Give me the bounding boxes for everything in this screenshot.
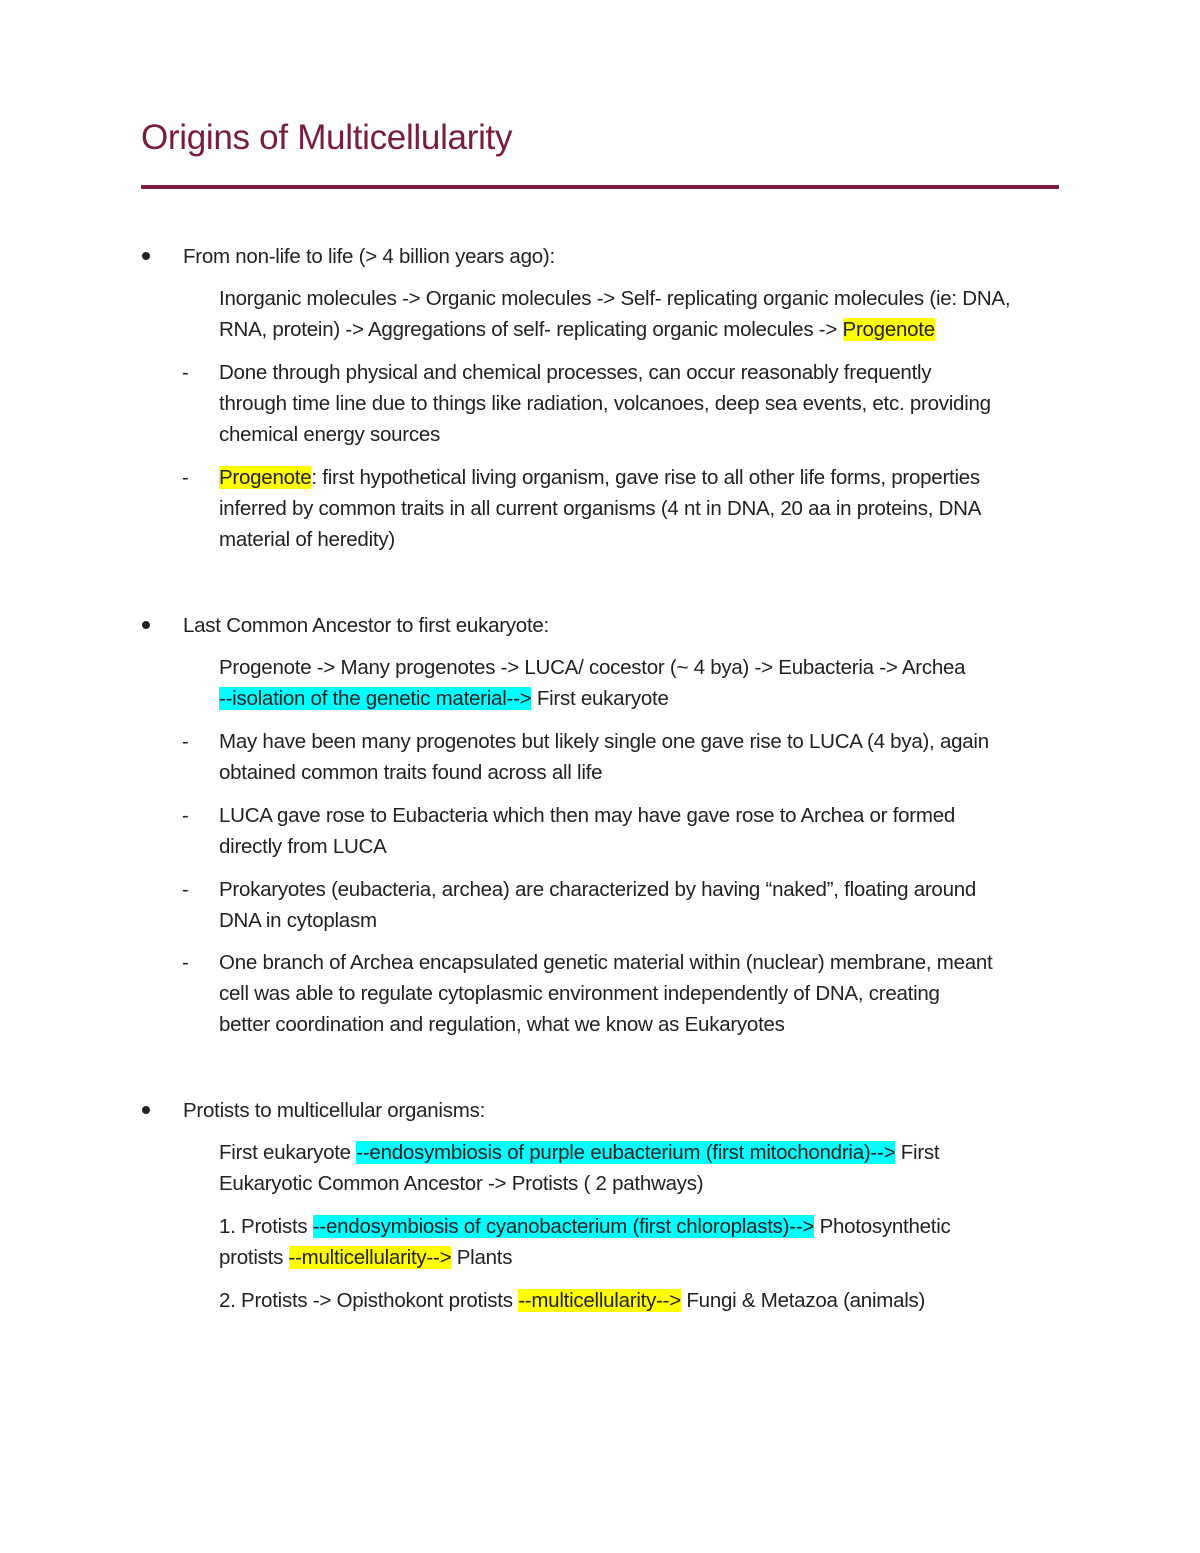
point-line: better coordination and regulation, what we know as Eukaryotes: [219, 1013, 785, 1036]
highlighted-term: --endosymbiosis of purple eubacterium (first mitochondria)-->: [356, 1141, 896, 1164]
section-heading: Last Common Ancestor to first eukaryote:: [183, 614, 549, 637]
flow-text: Photosynthetic: [814, 1215, 951, 1238]
flow-line: [219, 314, 935, 345]
bullet-icon: [142, 621, 150, 629]
bullet-icon: [142, 252, 150, 260]
dash-bullet: -: [182, 805, 189, 827]
dash-bullet: -: [182, 879, 189, 901]
highlighted-term: Progenote: [219, 466, 312, 489]
highlighted-term: --multicellularity-->: [288, 1246, 452, 1269]
title-underline: [141, 185, 1059, 189]
flow-line: Progenote -> Many progenotes -> LUCA/ cocestor (~ 4 bya) -> Eubacteria -> Archea: [219, 656, 966, 679]
point-line: Prokaryotes (eubacteria, archea) are characterized by having “naked”, floating around: [219, 878, 977, 901]
dash-bullet: -: [182, 362, 189, 384]
point-line: Done through physical and chemical processes, can occur reasonably frequently: [219, 361, 932, 384]
flow-line: [219, 1285, 925, 1316]
point-line: cell was able to regulate cytoplasmic environment independently of DNA, creating: [219, 982, 940, 1005]
dash-bullet: -: [182, 467, 189, 489]
point-line: May have been many progenotes but likely single one gave rise to LUCA (4 bya), again: [219, 730, 989, 753]
flow-line: [219, 1242, 512, 1273]
section-heading: Protists to multicellular organisms:: [183, 1099, 486, 1122]
point-line: [219, 462, 980, 493]
page-title: Origins of Multicellularity: [141, 118, 513, 157]
flow-text: RNA, protein) -> Aggregations of self- replicating organic molecules ->: [219, 318, 843, 341]
point-line: inferred by common traits in all current organisms (4 nt in DNA, 20 aa in proteins, DNA: [219, 497, 982, 520]
point-line: through time line due to things like radiation, volcanoes, deep sea events, etc. providing: [219, 392, 991, 415]
highlighted-term: Progenote: [842, 318, 935, 341]
flow-line: Eukaryotic Common Ancestor -> Protists ( 2 pathways): [219, 1172, 704, 1195]
flow-line: [219, 683, 669, 714]
section-heading: From non-life to life (> 4 billion years ago):: [183, 245, 555, 268]
dash-bullet: -: [182, 952, 189, 974]
point-line: LUCA gave rose to Eubacteria which then may have gave rose to Archea or formed: [219, 804, 955, 827]
flow-text: First eukaryote: [531, 687, 669, 710]
flow-text: First eukaryote: [219, 1141, 357, 1164]
flow-text: 1. Protists: [219, 1215, 313, 1238]
flow-text: protists: [219, 1246, 289, 1269]
point-line: obtained common traits found across all life: [219, 761, 603, 784]
flow-text: Plants: [451, 1246, 513, 1269]
highlighted-term: --endosymbiosis of cyanobacterium (first chloroplasts)-->: [312, 1215, 815, 1238]
highlighted-term: --multicellularity-->: [518, 1289, 681, 1312]
bullet-icon: [142, 1106, 150, 1114]
flow-line: [219, 1137, 939, 1168]
point-line: directly from LUCA: [219, 835, 387, 858]
flow-line: [219, 1211, 951, 1242]
point-line: DNA in cytoplasm: [219, 909, 377, 932]
point-text: : first hypothetical living organism, gave rise to all other life forms, properties: [311, 466, 980, 489]
flow-text: 2. Protists -> Opisthokont protists: [219, 1289, 519, 1312]
flow-text: First: [895, 1141, 940, 1164]
flow-text: Fungi & Metazoa (animals): [680, 1289, 926, 1312]
point-line: One branch of Archea encapsulated genetic material within (nuclear) membrane, meant: [219, 951, 993, 974]
dash-bullet: -: [182, 731, 189, 753]
highlighted-term: --isolation of the genetic material-->: [219, 687, 532, 710]
point-line: chemical energy sources: [219, 423, 440, 446]
point-line: material of heredity): [219, 528, 395, 551]
flow-line: Inorganic molecules -> Organic molecules -> Self- replicating organic molecules (ie: DNA,: [219, 287, 1011, 310]
